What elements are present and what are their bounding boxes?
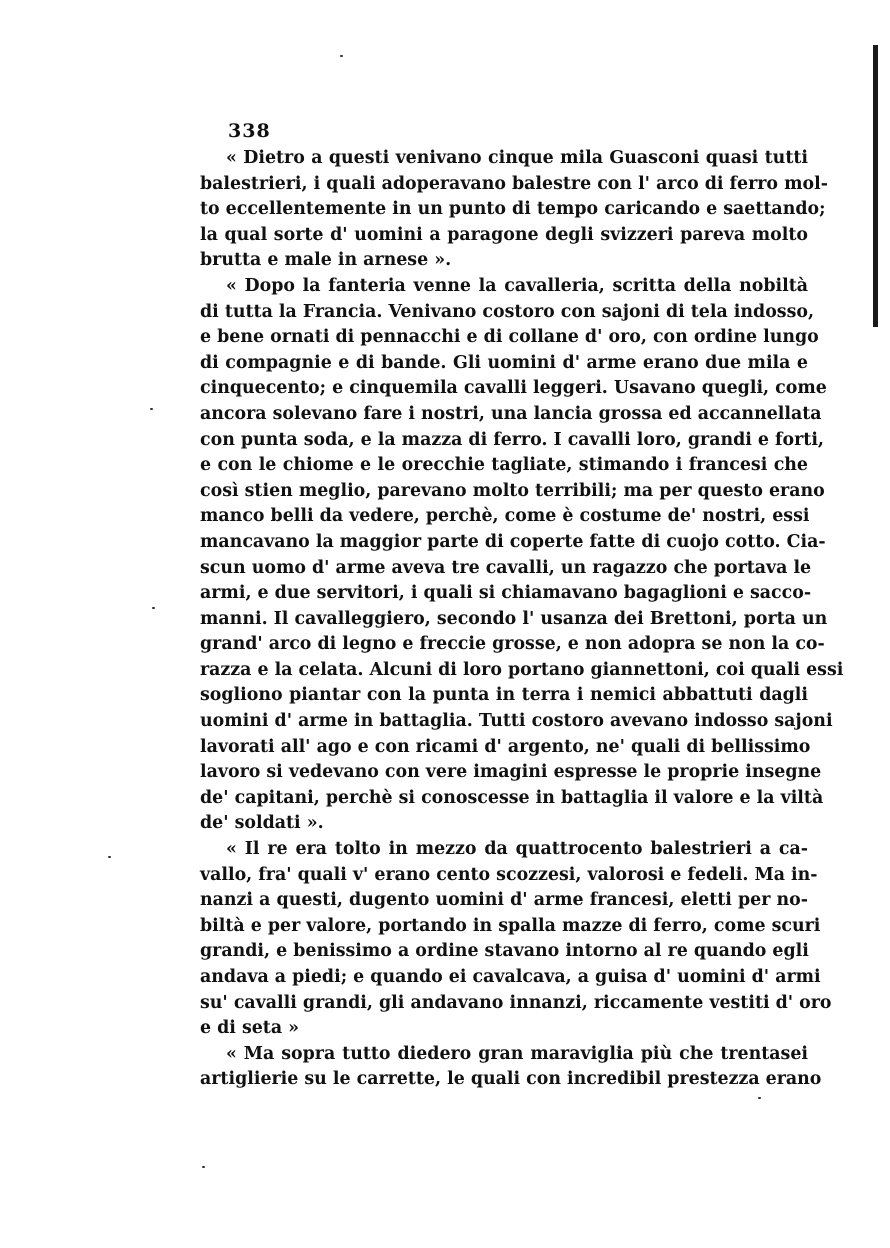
text-line: « Ma sopra tutto diedero gran maraviglia più che trentasei [226, 1043, 808, 1064]
paragraph [200, 146, 828, 274]
text-line: di compagnie e di bande. Gli uomini d' arme erano due mila e [200, 352, 808, 373]
text-line: razza e la celata. Alcuni di loro portano giannettoni, coi quali essi [200, 659, 844, 680]
text-line: andava a piedi; e quando ei cavalcava, a guisa d' uomini d' armi [200, 967, 821, 987]
text-line: biltà e per valore, portando in spalla mazze di ferro, come scuri [200, 915, 821, 936]
text-line: de' capitani, perchè si conoscesse in battaglia il valore e la viltà [200, 787, 824, 808]
text-line: vallo, fra' quali v' erano cento scozzesi, valorosi e fedeli. Ma in- [200, 864, 818, 885]
text-line: armi, e due servitori, i quali si chiamavano bagaglioni e sacco- [200, 583, 812, 604]
text-line: con punta soda, e la mazza di ferro. I cavalli loro, grandi e forti, [200, 429, 824, 450]
text-line: lavorati all' ago e con ricami d' argento, ne' quali di bellissimo [200, 736, 811, 757]
text-line: brutta e male in arnese ». [200, 250, 452, 271]
text-line: di tutta la Francia. Venivano costoro con sajoni di tela indosso, [200, 301, 815, 322]
text-line: la qual sorte d' uomini a paragone degli svizzeri pareva molto [200, 224, 808, 245]
text-line: cinquecento; e cinquemila cavalli leggeri. Usavano quegli, come [200, 378, 827, 399]
text-line: manni. Il cavalleggiero, secondo l' usanza dei Brettoni, porta un [200, 608, 828, 629]
text-line: e di seta » [200, 1018, 300, 1039]
text-line: e bene ornati di pennacchi e di collane d' oro, con ordine lungo [200, 327, 819, 348]
text-line: manco belli da vedere, perchè, come è costume de' nostri, essi [200, 506, 810, 527]
body-text [200, 146, 844, 1093]
scan-edge-line [873, 45, 878, 327]
scan-speck [108, 856, 111, 858]
text-line: così stien meglio, parevano molto terribili; ma per questo erano [200, 480, 825, 501]
text-line: grandi, e benissimo a ordine stavano intorno al re quando egli [200, 941, 809, 962]
text-line: su' cavalli grandi, gli andavano innanzi, riccamente vestiti d' oro [200, 992, 832, 1013]
text-line: artiglierie su le carrette, le quali con incredibil prestezza erano [200, 1069, 822, 1090]
page-number: 338 [228, 120, 271, 142]
text-line: uomini d' arme in battaglia. Tutti costoro avevano indosso sajoni [200, 711, 833, 732]
paragraph [200, 1042, 822, 1093]
text-line: sogliono piantar con la punta in terra i nemici abbattuti dagli [200, 685, 808, 706]
text-line: de' soldati ». [200, 813, 324, 834]
scan-speck [152, 607, 155, 609]
scan-speck [202, 1166, 205, 1168]
text-line: ancora solevano fare i nostri, una lancia grossa ed accannellata [200, 403, 822, 424]
text-line: « Dietro a questi venivano cinque mila Guasconi quasi tutti [226, 148, 808, 168]
text-line: « Dopo la fanteria venne la cavalleria, scritta della nobiltà [226, 275, 808, 296]
text-line: scun uomo d' arme aveva tre cavalli, un ragazzo che portava le [200, 557, 812, 578]
text-line: « Il re era tolto in mezzo da quattrocento balestrieri a ca- [226, 839, 808, 860]
scan-speck [758, 1097, 761, 1099]
text-line: nanzi a questi, dugento uomini d' arme francesi, eletti per no- [200, 890, 808, 911]
text-line: grand' arco di legno e freccie grosse, e non adopra se non la co- [200, 634, 825, 655]
scan-speck [340, 55, 343, 57]
text-line: mancavano la maggior parte di coperte fatte di cuojo cotto. Cia- [200, 531, 826, 552]
text-line: to eccellentemente in un punto di tempo caricando e saettando; [200, 199, 826, 220]
text-line: lavoro si vedevano con vere imagini espresse le proprie insegne [200, 762, 822, 783]
text-line: e con le chiome e le orecchie tagliate, stimando i francesi che [200, 455, 808, 476]
paragraph [200, 274, 844, 837]
text-line: balestrieri, i quali adoperavano balestre con l' arco di ferro mol- [200, 173, 828, 194]
paragraph [200, 837, 832, 1042]
scan-speck [150, 408, 153, 410]
